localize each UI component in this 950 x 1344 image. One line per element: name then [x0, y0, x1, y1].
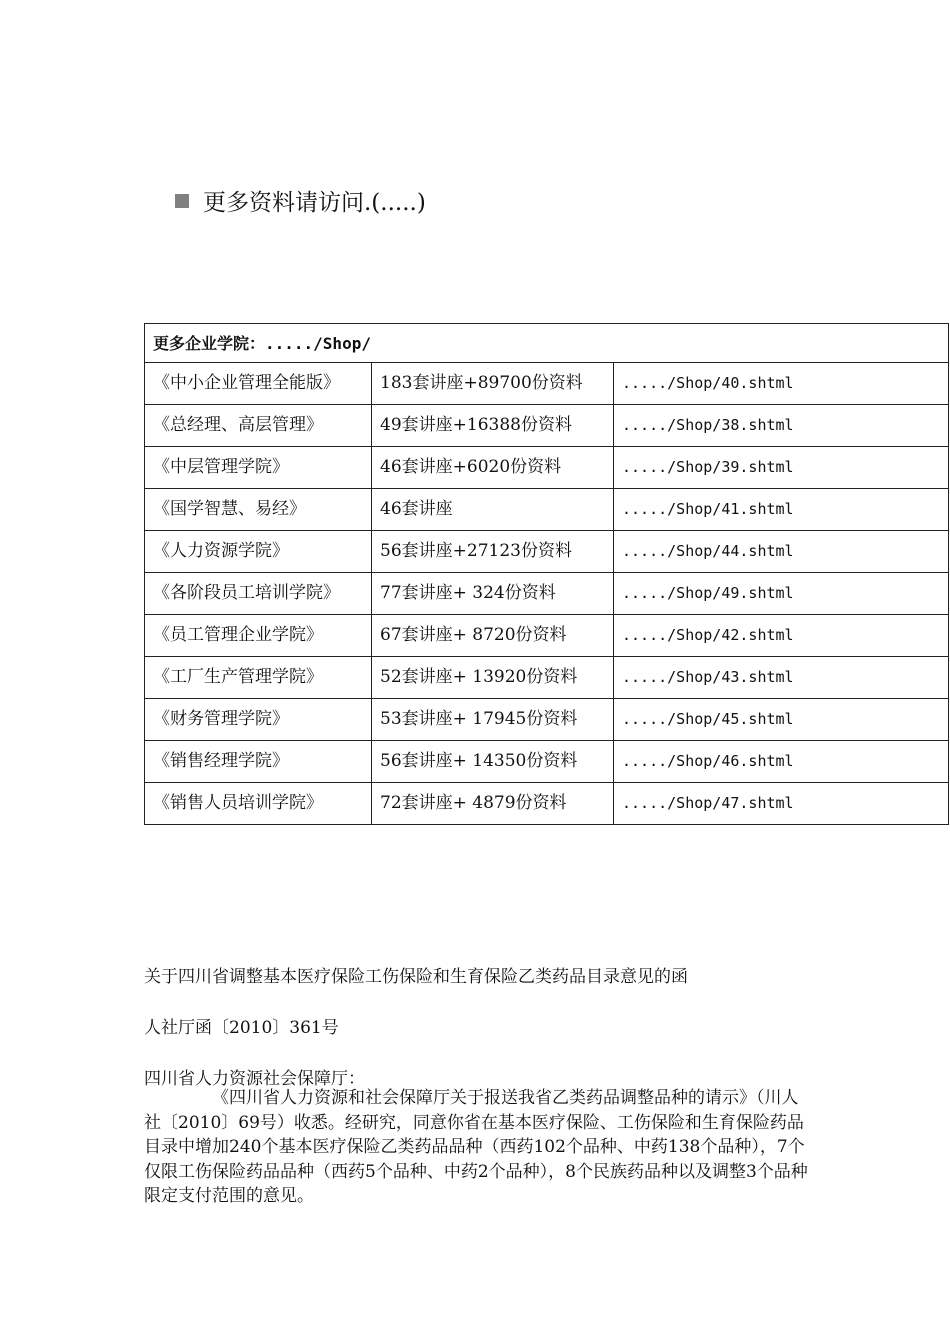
course-link-cell[interactable]: ...../Shop/38.shtml: [614, 405, 949, 447]
shop-table: [144, 323, 949, 825]
table-row: [145, 405, 949, 447]
table-header: 更多企业学院：...../Shop/: [145, 324, 949, 363]
body-paragraph: 《四川省人力资源和社会保障厅关于报送我省乙类药品调整品种的请示》（川人社〔2010〕69号）收悉。经研究，同意你省在基本医疗保险、工伤保险和生育保险药品目录中增加240个基本医疗保险乙类药品品种（西药102个品种、中药138个品种），7个仅限工伤保险药品品种（西药5个品种、中药2个品种），8个民族药品种以及调整3个品种限定支付范围的意见。: [144, 1088, 808, 1206]
course-name-cell: 《销售人员培训学院》: [145, 783, 372, 825]
square-bullet-icon: [175, 194, 189, 208]
promo-line: [175, 184, 426, 217]
course-content-cell: 46套讲座: [372, 489, 614, 531]
table-row: [145, 531, 949, 573]
course-link-cell[interactable]: ...../Shop/41.shtml: [614, 489, 949, 531]
course-name-cell: 《财务管理学院》: [145, 699, 372, 741]
addressee: 四川省人力资源社会保障厅：: [144, 1069, 365, 1089]
course-name-cell: 《工厂生产管理学院》: [145, 657, 372, 699]
table-row: [145, 741, 949, 783]
table-row: [145, 573, 949, 615]
table-row: [145, 615, 949, 657]
course-content-cell: 56套讲座+27123份资料: [372, 531, 614, 573]
course-link-cell[interactable]: ...../Shop/46.shtml: [614, 741, 949, 783]
course-name-cell: 《销售经理学院》: [145, 741, 372, 783]
course-link-cell[interactable]: ...../Shop/47.shtml: [614, 783, 949, 825]
document-number: 人社厅函〔2010〕361号: [144, 1018, 339, 1038]
table-row: [145, 363, 949, 405]
table-row: [145, 783, 949, 825]
course-link-cell[interactable]: ...../Shop/42.shtml: [614, 615, 949, 657]
table-row: [145, 699, 949, 741]
course-link-cell[interactable]: ...../Shop/40.shtml: [614, 363, 949, 405]
course-link-cell[interactable]: ...../Shop/43.shtml: [614, 657, 949, 699]
course-content-cell: 53套讲座+ 17945份资料: [372, 699, 614, 741]
course-name-cell: 《国学智慧、易经》: [145, 489, 372, 531]
course-content-cell: 67套讲座+ 8720份资料: [372, 615, 614, 657]
table-row: [145, 447, 949, 489]
course-content-cell: 77套讲座+ 324份资料: [372, 573, 614, 615]
course-content-cell: 46套讲座+6020份资料: [372, 447, 614, 489]
table-row: [145, 657, 949, 699]
course-name-cell: 《各阶段员工培训学院》: [145, 573, 372, 615]
course-name-cell: 《员工管理企业学院》: [145, 615, 372, 657]
table-row: [145, 489, 949, 531]
course-link-cell[interactable]: ...../Shop/45.shtml: [614, 699, 949, 741]
course-content-cell: 183套讲座+89700份资料: [372, 363, 614, 405]
course-link-cell[interactable]: ...../Shop/39.shtml: [614, 447, 949, 489]
course-name-cell: 《中小企业管理全能版》: [145, 363, 372, 405]
course-name-cell: 《人力资源学院》: [145, 531, 372, 573]
course-content-cell: 49套讲座+16388份资料: [372, 405, 614, 447]
course-content-cell: 56套讲座+ 14350份资料: [372, 741, 614, 783]
course-name-cell: 《中层管理学院》: [145, 447, 372, 489]
promo-text[interactable]: 更多资料请访问.(.....): [203, 190, 426, 216]
course-content-cell: 52套讲座+ 13920份资料: [372, 657, 614, 699]
course-name-cell: 《总经理、高层管理》: [145, 405, 372, 447]
course-link-cell[interactable]: ...../Shop/49.shtml: [614, 573, 949, 615]
course-content-cell: 72套讲座+ 4879份资料: [372, 783, 614, 825]
course-link-cell[interactable]: ...../Shop/44.shtml: [614, 531, 949, 573]
document-title: 关于四川省调整基本医疗保险工伤保险和生育保险乙类药品目录意见的函: [144, 967, 688, 987]
